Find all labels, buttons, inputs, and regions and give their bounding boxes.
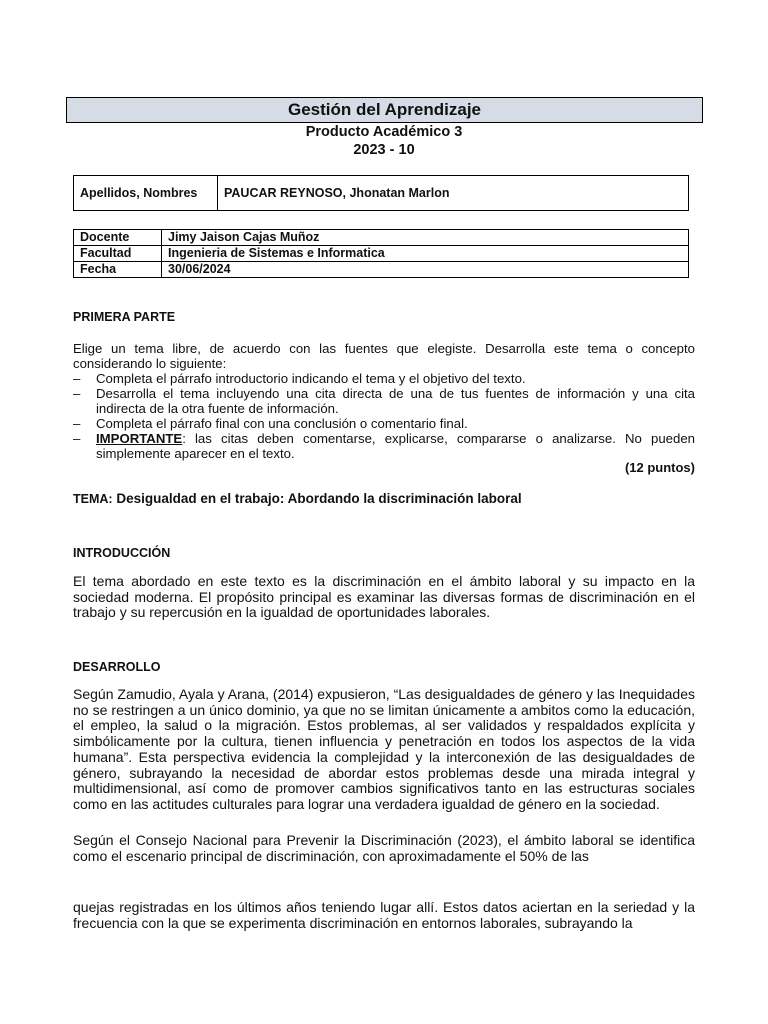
list-item-important xyxy=(73,431,695,461)
info-value: Jimy Jaison Cajas Muñoz xyxy=(162,230,689,246)
desarrollo-paragraph-3: quejas registradas en los últimos años teniendo lugar allí. Estos datos aciertan en la seriedad y la frecuencia con la que se experimenta discriminación en entornos laborales, subrayando la xyxy=(73,899,695,931)
document-title: Gestión del Aprendizaje xyxy=(66,97,703,123)
info-value: Ingenieria de Sistemas e Informatica xyxy=(162,246,689,262)
period-subtitle: 2023 - 10 xyxy=(353,142,415,158)
requirements-list xyxy=(73,371,695,461)
points-label: (12 puntos) xyxy=(624,460,695,475)
info-table xyxy=(73,229,689,278)
instructions-text: Elige un tema libre, de acuerdo con las fuentes que elegiste. Desarrolla este tema o concepto considerando lo siguiente: xyxy=(73,341,695,371)
student-label: Apellidos, Nombres xyxy=(74,176,218,211)
introduccion-text: El tema abordado en este texto es la discriminación en el ámbito laboral y su impacto en la sociedad moderna. El propósito principal es examinar las diversas formas de discriminación en el trabajo y su repercusión en la igualdad de oportunidades laborales. xyxy=(73,573,695,621)
instructions-block xyxy=(73,341,695,461)
info-row-facultad xyxy=(74,246,689,262)
info-value: 30/06/2024 xyxy=(162,262,689,278)
desarrollo-heading: DESARROLLO xyxy=(73,660,161,674)
desarrollo-paragraph-2: Según el Consejo Nacional para Prevenir la Discriminación (2023), el ámbito laboral se identifica como el escenario principal de discriminación, con aproximadamente el 50% de las xyxy=(73,832,695,864)
list-item: – Completa el párrafo introductorio indicando el tema y el objetivo del texto. xyxy=(73,371,695,386)
tema-label: TEMA: xyxy=(73,492,113,506)
important-label: IMPORTANTE xyxy=(96,431,183,446)
tema-line xyxy=(73,491,522,506)
important-text: : las citas deben comentarse, explicarse, compararse o analizarse. No pueden simplemente aparecer en el texto. xyxy=(96,431,695,461)
info-row-docente xyxy=(74,230,689,246)
introduccion-heading: INTRODUCCIÓN xyxy=(73,546,171,560)
student-name: PAUCAR REYNOSO, Jhonatan Marlon xyxy=(218,176,689,211)
primera-parte-heading: PRIMERA PARTE xyxy=(73,310,176,324)
info-row-fecha xyxy=(74,262,689,278)
student-table xyxy=(73,175,689,211)
list-item: – Completa el párrafo final con una conclusión o comentario final. xyxy=(73,416,695,431)
list-item: – Desarrolla el tema incluyendo una cita directa de una de tus fuentes de información y una cita indirecta de la otra fuente de información. xyxy=(73,386,695,416)
tema-text: Desigualdad en el trabajo: Abordando la discriminación laboral xyxy=(112,491,522,506)
desarrollo-paragraph-1: Según Zamudio, Ayala y Arana, (2014) expusieron, “Las desigualdades de género y las Inequidades no se restringen a un único dominio, ya que no se limitan únicamente a ambitos como la educación, el empleo, la salud o la migración. Estos problemas, al ser validados y respaldados explícita y simbólicamente por la cultura, tienen influencia y penetración en todos los aspectos de la vida humana”. Esta perspectiva evidencia la complejidad y la interconexión de las desigualdades de género, subrayando la necesidad de abordar estos problemas desde una mirada integral y multidimensional, así como de promover cambios significativos tanto en las estructuras sociales como en las actitudes culturales para lograr una verdadera igualdad de género en la sociedad. xyxy=(73,686,695,812)
info-label: Docente xyxy=(74,230,162,246)
product-subtitle: Producto Académico 3 xyxy=(305,124,463,140)
info-label: Facultad xyxy=(74,246,162,262)
info-label: Fecha xyxy=(74,262,162,278)
